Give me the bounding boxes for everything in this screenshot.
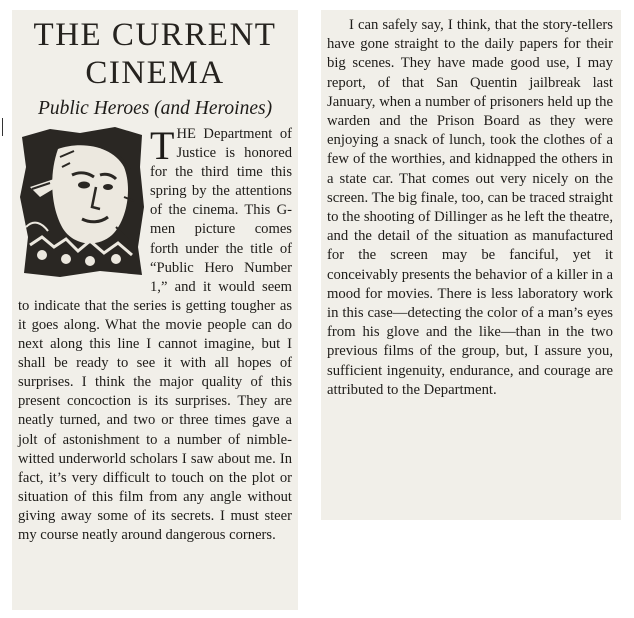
right-column (321, 10, 621, 520)
title-line-1: THE CURRENT (33, 17, 277, 53)
title-line-2: CINEMA (85, 55, 225, 91)
right-body-text: I can safely say, I think, that the story-tellers have gone straight to the daily papers for their big scenes. They have made good use, I may report, of that San Quentin jailbreak last January, when a number of prisoners held up the warden and the Prison Board as they were enjoying a snack of lunch, took the clothes of a few of the worthies, and kidnapped the others in a state car. That comes out very nicely on the screen. The big finale, too, can be traced straight to the shooting of Dillinger as he left the theatre, and the detail of the situation as manufactured for the screen may be fanciful, yet it conceivably presents the behavior of a killer in a mood for movies. There is less laboratory work in this case—detecting the color of a man’s eyes from his glove and the like—than in the two previous films of the group, but, I assure you, sufficient ingenuity, endurance, and courage are attributed to the Department. (327, 17, 613, 398)
drop-cap: T (150, 123, 175, 168)
subtitle: Public Heroes (and Heroines) (37, 98, 273, 119)
left-column (12, 10, 298, 610)
illustration (20, 127, 144, 277)
page-edge-mark (2, 118, 3, 136)
woodcut-illustration-icon (20, 127, 144, 277)
left-body-text: HE Department of Justice is honored for the third time this spring by the attentions of the cinema. This G-men picture comes forth under the title of “Public Hero Number 1,” and it would seem to indicate that the series is getting tougher as it goes along. What the movie people can do next along this line I cannot imagine, but I shall be ready to see it with all hopes of surprises. I think the major quality of this present concoction is its surprises. They are neatly turned, and two or three times gave a jolt of astonishment to a number of nimble-witted underworld scholars I saw about me. In fact, it’s very difficult to touch on the plot or situation of this film from any angle without giving away some of its secrets. I must steer my course neatly around dangerous corners. (18, 126, 292, 543)
